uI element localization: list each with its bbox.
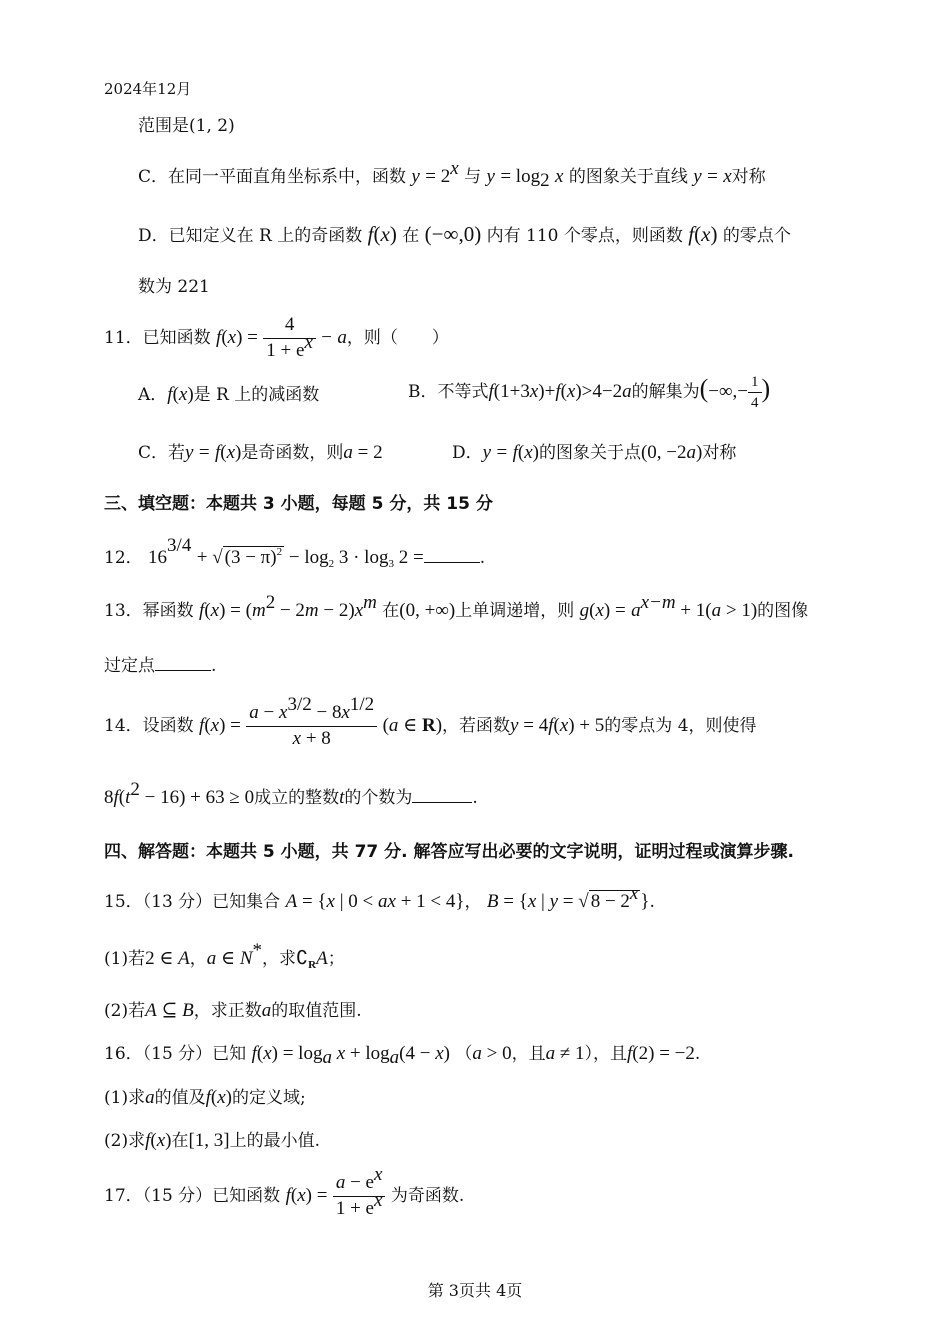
section-3-heading: 三、填空题：本题共 3 小题，每题 5 分，共 15 分 [104,494,493,514]
q10-option-c: C．在同一平面直角坐标系中，函数 $y = 2^x$ 与 $y = \log_2 x$ 的图象关于直线 y = x对称 [138,158,766,191]
q10-c-mid: 与 [464,167,482,187]
q11-option-b: B．不等式f(1+3x)+f(x)>4−2a的解集为(−∞,− $\frac{1}{4}$ ) [408,374,771,411]
q16-cond3: ），且 [584,1044,628,1064]
q11-c-text: 是奇函数，则 [241,443,344,463]
q14-cont2: 的个数为 [344,788,413,808]
q14-continuation: $8f(t^2 - 16) + 63 \ge 0$成立的整数t的个数为 . [104,779,478,808]
q11-fraction: $\frac{4}{1 + e^x}$ [263,314,316,363]
q11-b-text: 的解集为 [631,382,700,402]
q10-c-end: 的图象关于直线 [568,167,688,187]
q12-stem: 12． $16^{3/4}$ + √ $(3 - \pi)^2 - \log_2 3 \cdot \log_3 2$ = . [104,535,486,570]
q10-d-end: 的零点个 [722,226,791,246]
q15-p2b: ，求正数 [193,1001,262,1021]
q17-number: 17．（15 分） [104,1185,213,1206]
q12-number: 12． [104,548,143,568]
q16-part-2: (2)求f(x)在[1, 3]上的最小值. [104,1130,321,1151]
q13-lead: 幂函数 [142,601,194,621]
q11-number: 11． [104,327,143,348]
q11-b-label: B．不等式 [408,382,489,402]
q15-stem: 15．（13 分）已知集合 A = {x | 0 < ax + 1 < 4}， B = {x | y = √ $8 - 2^x$ }. [104,883,655,912]
q15-p2c: 的取值范围. [271,1001,362,1021]
q16-stem: 16．（15 分）已知 $f(x) = \log_a x + \log_a(4 - x) (a > 0$，且a ≠ 1），且f(2) = −2. [104,1043,701,1068]
q16-number: 16．（15 分） [104,1044,213,1064]
q16-p2: (2)求 [104,1131,146,1151]
q11-a-text: 是 R 上的减函数 [193,385,320,405]
q15-part-1: (1)若2 ∈ A，a ∈ N*，求$∁_RA$； [104,940,345,971]
q17-stem: 17．（15 分）已知函数 f(x) = $\frac{a - e^x}{1 + e^x}$ 为奇函数. [104,1164,465,1219]
q11-option-c: C．若y = f(x)是奇函数，则a = 2 [138,442,383,463]
q14-stem: 14．设函数 f(x) = $\frac{a - x^{3/2} - 8x^{1/2}}{x + 8}$ (a ∈ R)，若函数y = 4f(x) + 5的零点为 4，则使得 [104,694,757,749]
q15-number: 15．（13 分） [104,892,213,912]
q16-part-1: (1)求a的值及f(x)的定义域; [104,1087,306,1108]
q17-lead: 已知函数 [212,1185,281,1206]
q11-a-label: A． [138,385,168,405]
q10-option-d: D．已知定义在 R 上的奇函数 f(x) 在 (−∞,0) 内有 110 个零点，则函数 f(x) 的零点个 [138,222,791,246]
q14-mid: ，若函数 [442,715,511,736]
header-date: 2024年12月 [104,80,192,98]
q11-stem: 11．已知函数 f(x) = $\frac{4}{1 + e^x}$ − a，则（ ） [104,314,449,361]
q11-d-end: 对称 [702,443,737,463]
q11-tail: ，则（ ） [346,327,449,348]
page-footer: 第 3页共 4页 [427,1281,523,1300]
q15-sep: ， [464,892,482,912]
q13-mid2: 上单调递增，则 [455,601,575,621]
q11-option-d: D．y = f(x)的图象关于点(0, −2a)对称 [452,442,737,463]
q13-end: 的图像 [757,601,809,621]
q16-cond2: ，且 [511,1044,546,1064]
q17-fraction: $\frac{a - e^x}{1 + e^x}$ [333,1172,386,1221]
q13-answer-blank[interactable] [155,654,211,671]
q10-b-continuation: 范围是(1, 2) [138,116,235,136]
q16-lead: 已知 [212,1044,247,1064]
q10-d-label: D．已知定义在 R 上的奇函数 [138,226,363,246]
q14-number: 14． [104,715,143,736]
q13-number: 13． [104,601,143,621]
q14-fraction: $\frac{a - x^{3/2} - 8x^{1/2}}{x + 8}$ [246,702,377,751]
q10-d-in: 在 [402,226,420,246]
q13-stem: 13．幂函数 $f(x) = (m^2 - 2m - 2)x^m$ 在(0, +∞)上单调递增，则 $g(x) = a^{x-m} + 1(a > 1)$的图像 [104,592,809,621]
q11-lead: 已知函数 [142,327,211,348]
q14-lead: 设函数 [142,715,194,736]
q16-p2b: 在 [171,1131,189,1151]
q17-tail: 为奇函数. [390,1185,465,1206]
q15-p1: (1)若 [104,949,146,969]
q14-mid2: 的零点为 4，则使得 [604,715,757,736]
q15-part-2: (2)若A ⊆ B，求正数a的取值范围. [104,1000,362,1021]
q15-p1b: ，求 [262,949,297,969]
q11-d-text: 的图象关于点 [538,443,641,463]
q15-lead: 已知集合 [212,892,281,912]
q16-p2c: 上的最小值. [229,1131,321,1151]
q15-p2: (2)若 [104,1001,146,1021]
q16-p1c: 的定义域; [231,1088,306,1108]
q14-cont: 成立的整数 [254,788,340,808]
q11-c-label: C．若 [138,443,186,463]
q16-cond: （ [455,1044,473,1064]
q10-c-label: C．在同一平面直角坐标系中，函数 [138,167,407,187]
section-4-heading: 四、解答题：本题共 5 小题，共 77 分. 解答应写出必要的文字说明，证明过程或演算步骤. [104,842,794,862]
q10-c-tail: 对称 [731,167,766,187]
q10-d-mid: 内有 110 个零点，则函数 [486,226,683,246]
q13-mid: 在 [382,601,400,621]
q14-answer-blank[interactable] [412,786,472,803]
q13-continuation: 过定点 . [104,656,217,676]
q11-d-label: D． [452,443,483,463]
q12-answer-blank[interactable] [424,546,480,563]
q10-d-continuation: 数为 221 [138,277,210,297]
q13-cont: 过定点 [104,656,155,676]
q16-p1b: 的值及 [154,1088,206,1108]
q16-p1: (1)求 [104,1088,146,1108]
q11-option-a: A．f(x)是 R 上的减函数 [138,384,320,405]
